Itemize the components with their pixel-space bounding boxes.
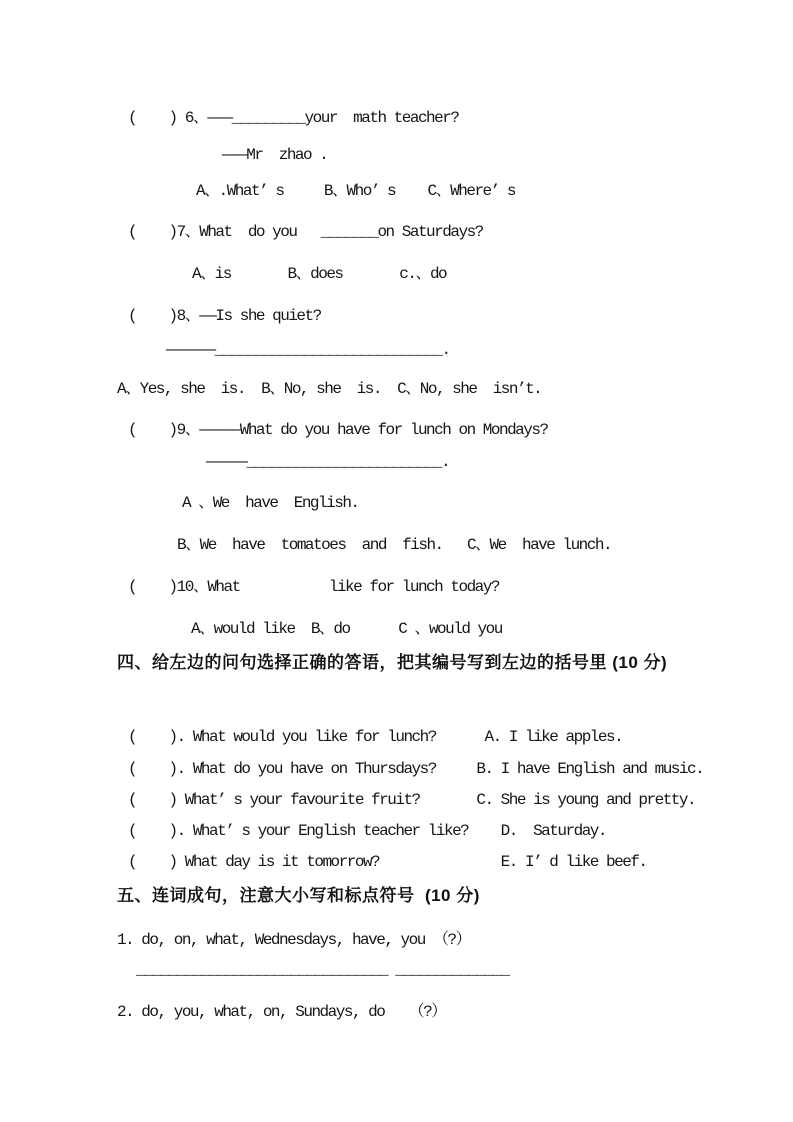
section-5-heading: 五、连词成句，注意大小写和标点符号 (10 分) — [117, 886, 480, 905]
question-9-options-bc: B、We have tomatoes and fish. C、We have lunch. — [177, 536, 612, 554]
match-row-4: ( ). What’ s your English teacher like? D. Saturday. — [128, 822, 606, 840]
rearrange-question-1: 1. do, on, what, Wednesdays, have, you （?） — [117, 931, 471, 949]
question-9-answer-blank: —————________________________. — [206, 453, 450, 471]
question-8: ( )8、——Is she quiet? — [128, 307, 321, 325]
question-10: ( )10、What like for lunch today? — [128, 578, 499, 596]
rearrange-answer-blank: _______________________________ ______________ — [136, 961, 509, 979]
section-4-heading: 四、给左边的问句选择正确的答语，把其编号写到左边的括号里 (10 分) — [117, 653, 668, 672]
question-8-answer-blank: ——————____________________________. — [166, 341, 450, 359]
match-row-3: ( ) What’ s your favourite fruit? C. She is young and pretty. — [128, 791, 696, 809]
rearrange-question-2: 2. do, you, what, on, Sundays, do （?） — [117, 1003, 446, 1021]
question-7-options: A、is B、does c.、do — [192, 265, 447, 283]
match-row-1: ( ). What would you like for lunch? A. I like apples. — [128, 728, 623, 746]
question-9-option-a: A 、We have English. — [182, 494, 359, 512]
question-6-reply: ———Mr zhao . — [222, 146, 328, 164]
question-6-options: A、.What’ s B、Who’ s C、Where’ s — [196, 182, 515, 200]
match-row-5: ( ) What day is it tomorrow? E. I’ d like beef. — [128, 853, 647, 871]
question-8-options: A、Yes, she is. B、No, she is. C、No, she isn’t. — [117, 380, 542, 398]
question-9: ( )9、—————What do you have for lunch on Mondays? — [128, 421, 548, 439]
question-7: ( )7、What do you _______on Saturdays? — [128, 223, 483, 241]
question-10-options: A、would like B、do C 、would you — [191, 620, 502, 638]
question-6: ( ) 6、———_________your math teacher? — [128, 109, 459, 127]
match-row-2: ( ). What do you have on Thursdays? B. I have English and music. — [128, 760, 704, 778]
